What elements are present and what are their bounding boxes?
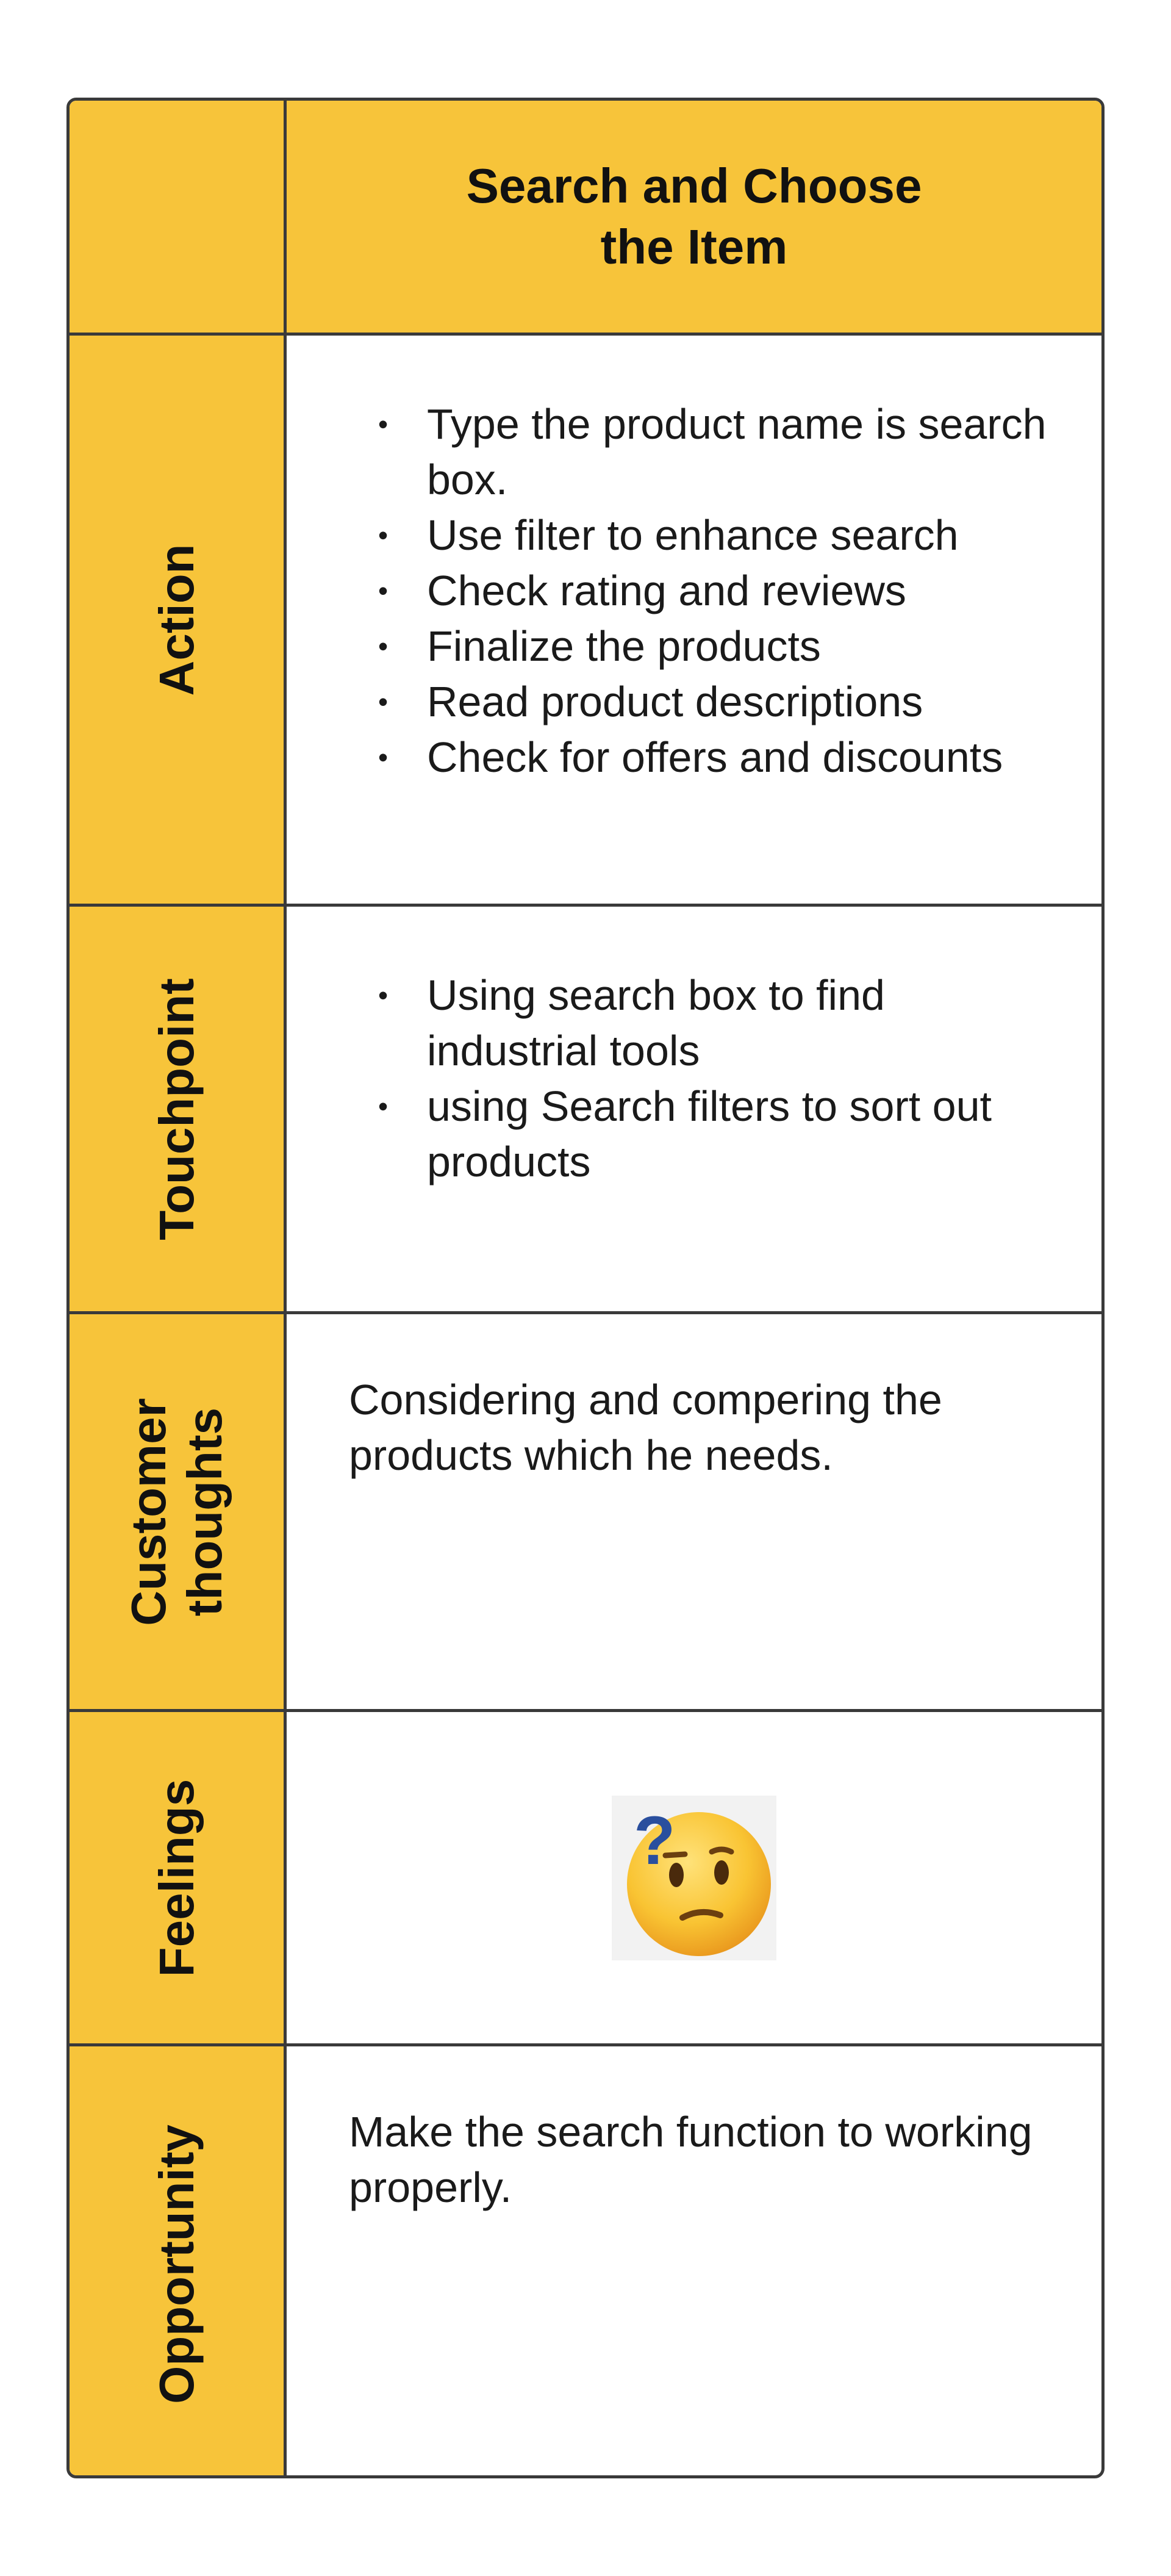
list-item: • Check rating and reviews bbox=[378, 563, 1065, 619]
customer-thoughts-row bbox=[70, 1311, 1101, 1709]
customer-thoughts-label-line1: Customer bbox=[121, 1397, 176, 1626]
header-corner-cell bbox=[70, 101, 287, 333]
touchpoint-label: Touchpoint bbox=[149, 977, 204, 1240]
feelings-content-cell bbox=[287, 1712, 1101, 2043]
list-item: • Using search box to find industrial tools bbox=[378, 968, 1065, 1079]
opportunity-content-cell bbox=[287, 2046, 1101, 2478]
confused-thinking-face-icon bbox=[612, 1796, 776, 1960]
touchpoint-content-cell bbox=[287, 907, 1101, 1311]
customer-thoughts-content-cell bbox=[287, 1314, 1101, 1709]
opportunity-label-cell bbox=[70, 2046, 287, 2478]
action-label-cell bbox=[70, 336, 287, 904]
list-item: • Use filter to enhance search bbox=[378, 508, 1065, 563]
svg-text:?: ? bbox=[634, 1802, 676, 1879]
list-item: • Finalize the products bbox=[378, 619, 1065, 674]
list-item: • Type the product name is search box. bbox=[378, 397, 1065, 508]
journey-map-table bbox=[66, 98, 1105, 2478]
customer-thoughts-label bbox=[121, 1398, 233, 1625]
action-list bbox=[378, 397, 1065, 785]
touchpoint-row bbox=[70, 904, 1101, 1311]
opportunity-row bbox=[70, 2043, 1101, 2478]
list-item: • Check for offers and discounts bbox=[378, 730, 1065, 785]
action-label: Action bbox=[149, 544, 204, 696]
stage-title: Search and Choose the Item bbox=[466, 159, 922, 274]
customer-thoughts-text: Considering and compering the products which he needs. bbox=[349, 1376, 942, 1479]
stage-header-cell bbox=[287, 101, 1101, 333]
opportunity-text: Make the search function to working properly. bbox=[349, 2108, 1033, 2211]
touchpoint-list bbox=[378, 968, 1065, 1190]
list-item: • Read product descriptions bbox=[378, 674, 1065, 730]
header-row bbox=[70, 101, 1101, 333]
action-row bbox=[70, 333, 1101, 904]
feelings-label: Feelings bbox=[149, 1779, 204, 1977]
opportunity-label: Opportunity bbox=[149, 2124, 204, 2404]
customer-thoughts-label-cell bbox=[70, 1314, 287, 1709]
customer-thoughts-label-line2: thoughts bbox=[177, 1407, 232, 1616]
feelings-label-cell bbox=[70, 1712, 287, 2043]
touchpoint-label-cell bbox=[70, 907, 287, 1311]
action-content-cell bbox=[287, 336, 1101, 904]
feelings-row bbox=[70, 1709, 1101, 2043]
list-item: • using Search filters to sort out products bbox=[378, 1079, 1065, 1190]
